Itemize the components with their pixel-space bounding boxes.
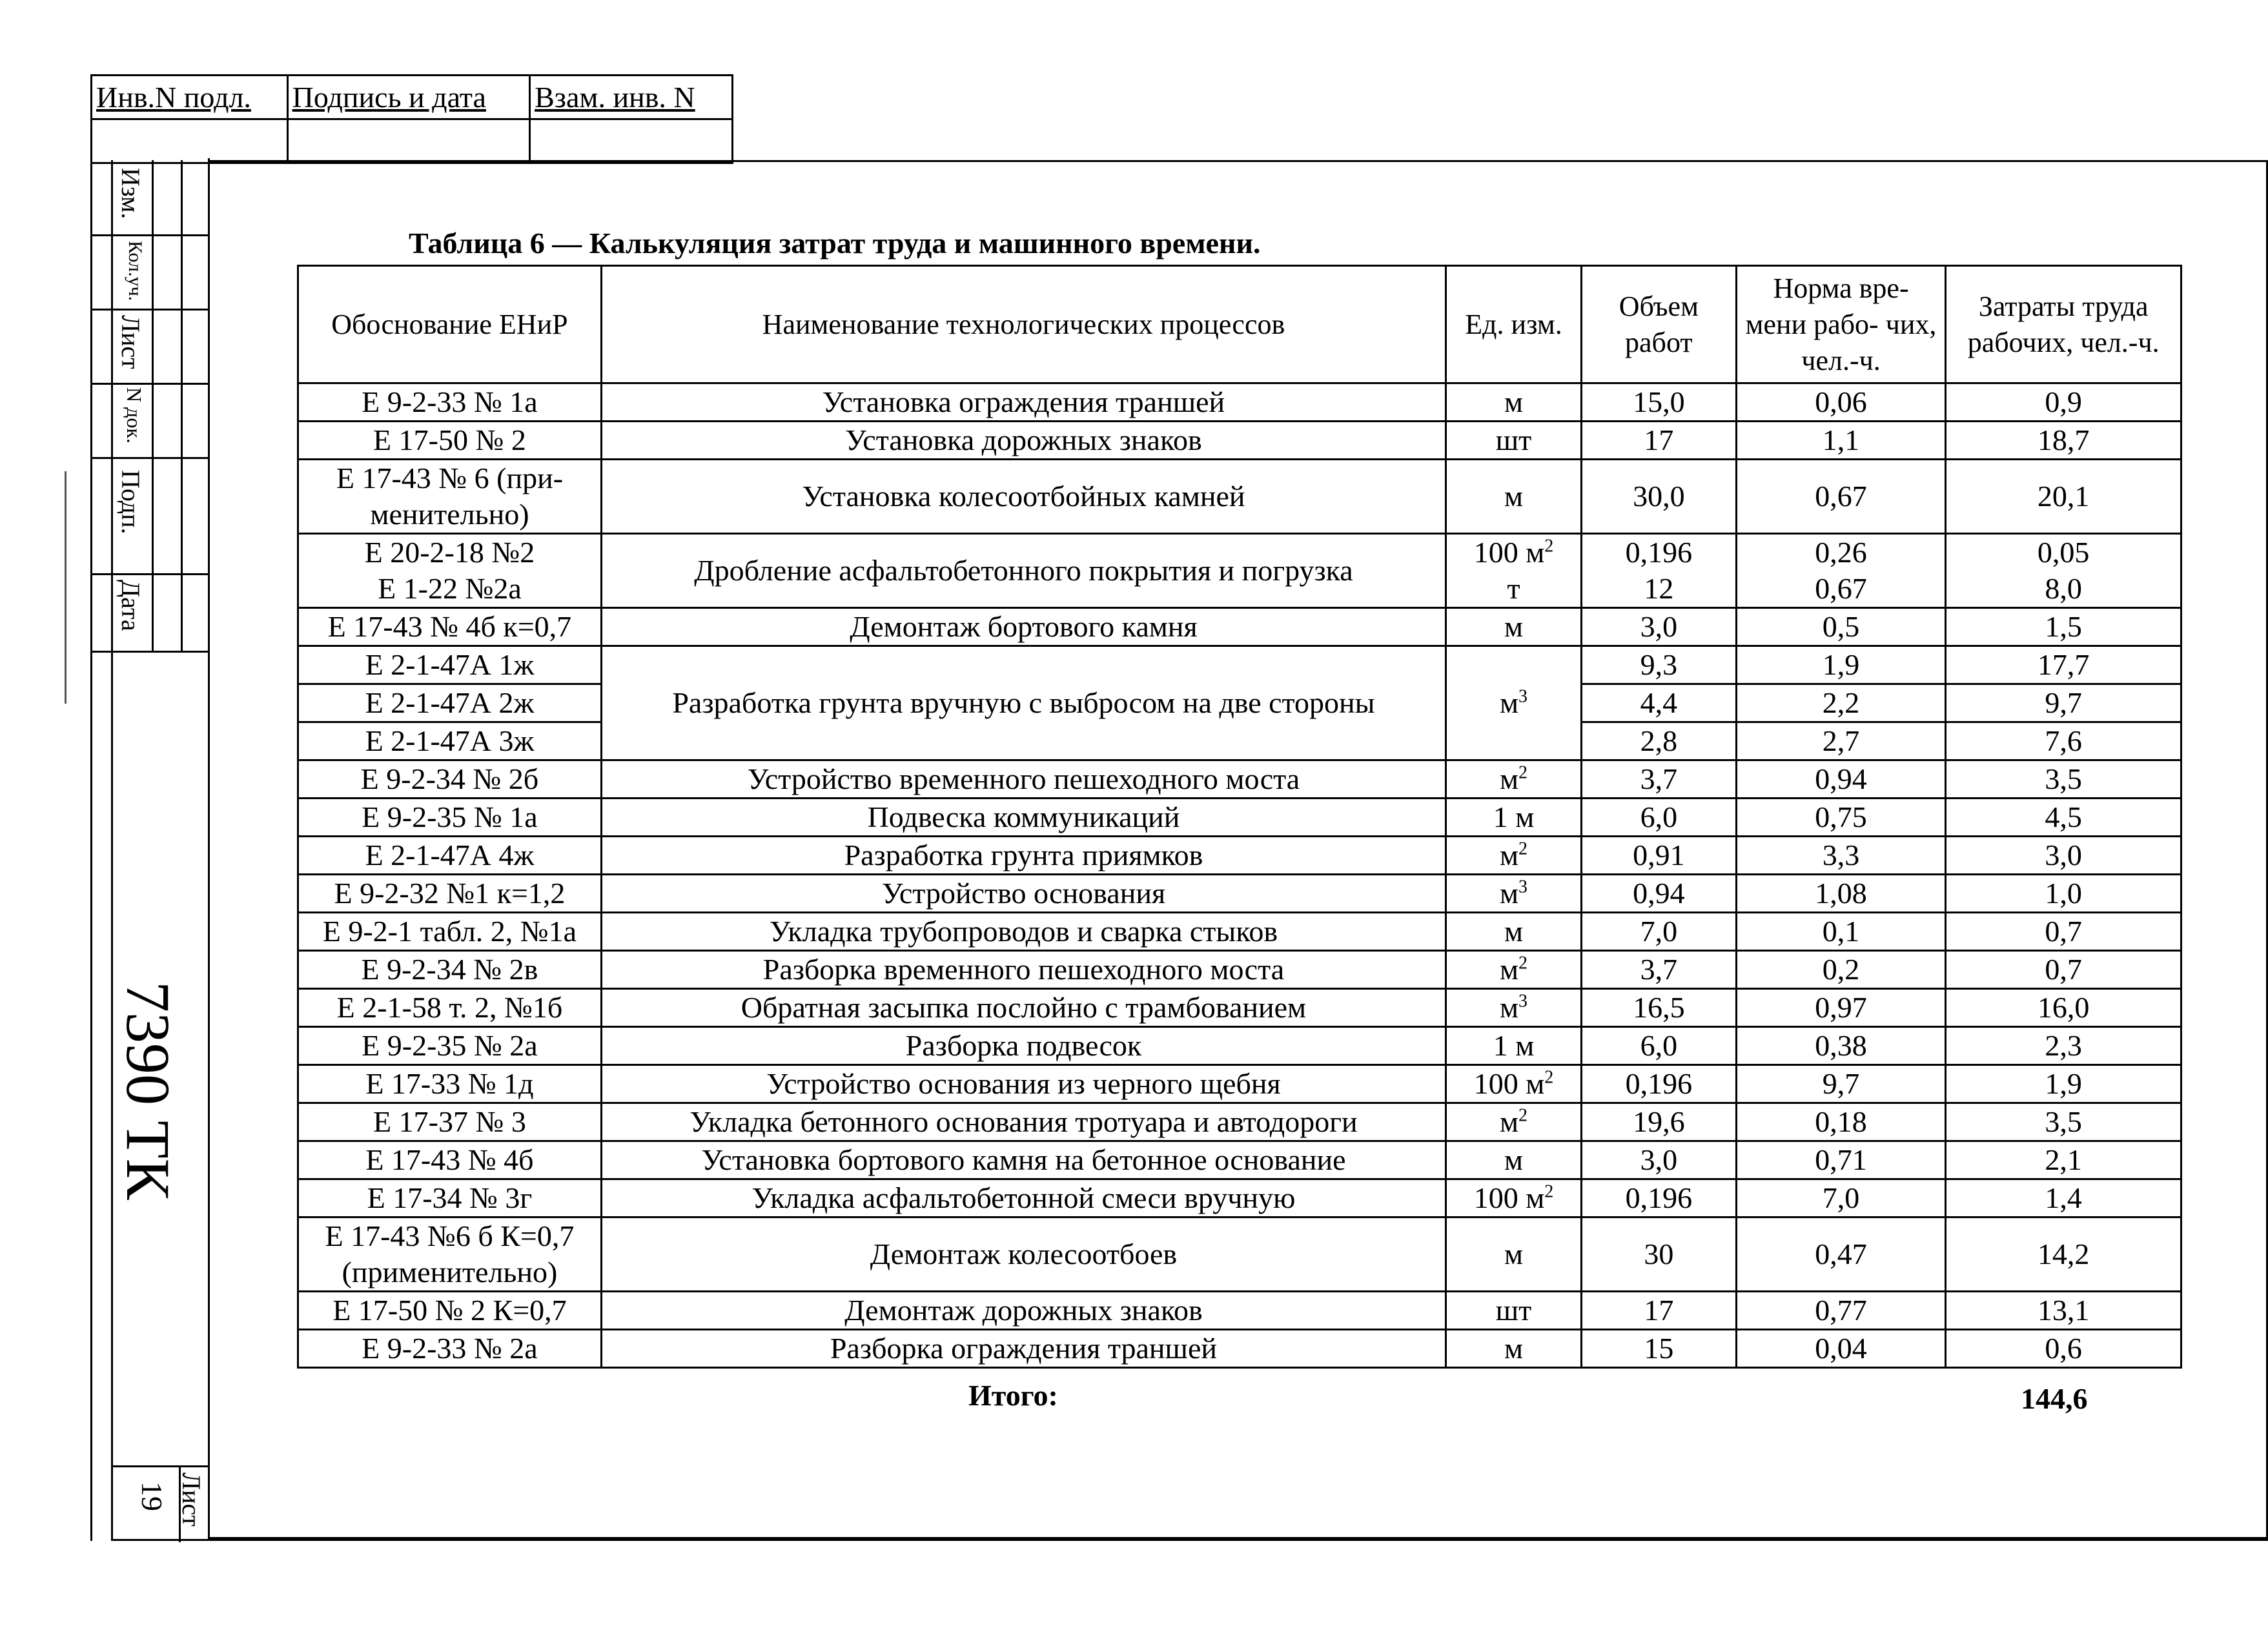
cell-volume: 30,0 [1581,460,1736,534]
cell-cost: 9,7 [1946,684,2181,722]
unit-superscript: 3 [1518,991,1528,1012]
cell-unit-text: 100 м [1473,1181,1545,1214]
cell-basis-line1: Е 20-2-18 №2 [364,536,535,569]
cell-volume: 15 [1581,1330,1736,1368]
cell-volume: 6,0 [1581,1027,1736,1065]
table-row [298,608,2181,646]
labor-calculation-table [297,265,2182,1369]
cell-norm: 1,08 [1736,875,1946,913]
unit-superscript: 2 [1518,762,1528,783]
cell-norm [1736,534,1946,608]
unit-superscript: 2 [1518,953,1528,973]
table-row [298,799,2181,837]
table-row [298,875,2181,913]
cell-cost: 1,0 [1946,875,2181,913]
frame-bottom-line [111,1539,2268,1541]
cell-process: Устройство временного пешеходного моста [601,760,1446,799]
cell-cost: 18,7 [1946,422,2181,460]
cell-unit [1446,989,1582,1027]
unit-superscript: 3 [1518,877,1528,897]
cell-process: Подвеска коммуникаций [601,799,1446,837]
cell-process: Разборка подвесок [601,1027,1446,1065]
table-row [298,1179,2181,1217]
cell-process: Демонтаж бортового камня [601,608,1446,646]
cell-cost: 20,1 [1946,460,2181,534]
header-cost: Затраты труда рабочих, чел.-ч. [1946,266,2181,383]
cell-basis: Е 17-43 № 6 (при-менительно) [298,460,602,534]
cell-cost: 1,4 [1946,1179,2181,1217]
cell-cost: 0,7 [1946,913,2181,951]
cell-unit: 1 м [1446,799,1582,837]
cell-volume: 3,0 [1581,1141,1736,1179]
cell-unit: м [1446,383,1582,422]
cell-norm: 1,9 [1736,646,1946,684]
cell-process: Демонтаж дорожных знаков [601,1292,1446,1330]
cell-norm: 0,67 [1736,460,1946,534]
cell-volume: 16,5 [1581,989,1736,1027]
cell-unit: м [1446,1217,1582,1292]
table-row [298,383,2181,422]
cell-unit-text: м [1499,686,1519,719]
cell-basis: Е 17-50 № 2 [298,422,602,460]
cell-basis: Е 17-43 № 4б [298,1141,602,1179]
cell-cost: 4,5 [1946,799,2181,837]
cell-volume-line2: 12 [1644,572,1674,605]
cell-unit: шт [1446,1292,1582,1330]
cell-unit-text: м [1499,953,1519,986]
cell-unit: м [1446,1141,1582,1179]
cell-cost: 13,1 [1946,1292,2181,1330]
cell-unit [1446,1179,1582,1217]
cell-cost: 16,0 [1946,989,2181,1027]
cell-norm: 0,38 [1736,1027,1946,1065]
cell-cost: 3,0 [1946,837,2181,875]
cell-cost [1946,534,2181,608]
cell-unit [1446,646,1582,760]
cell-norm: 0,75 [1736,799,1946,837]
cell-process: Установка ограждения траншей [601,383,1446,422]
table-row [298,460,2181,534]
table-row [298,534,2181,608]
revision-block [90,160,209,652]
table-row [298,422,2181,460]
cell-norm: 0,1 [1736,913,1946,951]
rev-izm-label: Изм. [116,168,145,219]
cell-volume: 3,7 [1581,760,1736,799]
header-basis: Обоснование ЕНиР [298,266,602,383]
cell-unit: м [1446,913,1582,951]
signature-date-label: Подпись и дата [287,76,529,119]
cell-basis: Е 9-2-35 № 1а [298,799,602,837]
cell-basis [298,534,602,608]
cell-unit-text: м [1499,1105,1519,1138]
margin-mark [65,471,66,704]
sheet-box [111,1465,208,1540]
rev-podp-label: Подп. [116,470,145,535]
cell-process: Устройство основания [601,875,1446,913]
table-row [298,1217,2181,1292]
cell-basis: Е 17-50 № 2 К=0,7 [298,1292,602,1330]
cell-unit: м [1446,608,1582,646]
document-code: 7390 ТК [114,981,183,1200]
cell-process: Разборка ограждения траншей [601,1330,1446,1368]
cell-process: Установка дорожных знаков [601,422,1446,460]
cell-volume: 30 [1581,1217,1736,1292]
cell-process: Укладка асфальтобетонной смеси вручную [601,1179,1446,1217]
cell-cost: 0,9 [1946,383,2181,422]
cell-process: Установка колесоотбойных камней [601,460,1446,534]
cell-unit [1446,1103,1582,1141]
header-unit: Ед. изм. [1446,266,1582,383]
cell-cost: 1,5 [1946,608,2181,646]
cell-basis: Е 2-1-47А 3ж [298,722,602,760]
cell-volume: 0,196 [1581,1179,1736,1217]
table-row [298,951,2181,989]
table-row [298,989,2181,1027]
cell-process: Укладка бетонного основания тротуара и автодороги [601,1103,1446,1141]
cell-volume: 0,91 [1581,837,1736,875]
cell-cost: 17,7 [1946,646,2181,684]
cell-unit: м [1446,460,1582,534]
cell-process: Разработка грунта вручную с выбросом на две стороны [601,646,1446,760]
cell-cost-line2: 8,0 [2045,572,2082,605]
cell-unit-line1: 100 м [1473,536,1545,569]
inv-podl-label: Инв.N подл. [92,76,288,119]
cell-basis: Е 2-1-47А 4ж [298,837,602,875]
cell-cost: 2,1 [1946,1141,2181,1179]
cell-cost: 3,5 [1946,1103,2181,1141]
cell-volume: 3,7 [1581,951,1736,989]
cell-unit-text: 100 м [1473,1067,1545,1100]
cell-volume: 3,0 [1581,608,1736,646]
cell-norm: 0,04 [1736,1330,1946,1368]
table-title: Таблица 6 — Калькуляция затрат труда и машинного времени. [409,227,1261,260]
cell-basis: Е 9-2-1 табл. 2, №1а [298,913,602,951]
cell-unit-line2: т [1507,572,1520,605]
unit-superscript: 2 [1544,1067,1554,1088]
cell-cost: 0,6 [1946,1330,2181,1368]
unit-superscript: 2 [1544,1181,1554,1202]
cell-cost: 0,7 [1946,951,2181,989]
header-process: Наименование технологических процессов [601,266,1446,383]
cell-volume: 17 [1581,422,1736,460]
cell-unit-text: м [1499,762,1519,795]
total-label: Итого: [968,1379,1058,1412]
rev-list-label: Лист [116,315,145,369]
header-volume: Объем работ [1581,266,1736,383]
cell-basis: Е 9-2-35 № 2а [298,1027,602,1065]
cell-basis: Е 17-34 № 3г [298,1179,602,1217]
cell-norm: 0,97 [1736,989,1946,1027]
header-norm: Норма вре- мени рабо- чих, чел.-ч. [1736,266,1946,383]
cell-norm: 9,7 [1736,1065,1946,1103]
cell-unit-text: м [1499,839,1519,871]
cell-volume: 19,6 [1581,1103,1736,1141]
cell-volume: 15,0 [1581,383,1736,422]
cell-basis: Е 2-1-58 т. 2, №1б [298,989,602,1027]
cell-basis-line2: Е 1-22 №2а [378,572,522,605]
cell-process: Демонтаж колесоотбоев [601,1217,1446,1292]
cell-unit: шт [1446,422,1582,460]
cell-process: Установка бортового камня на бетонное основание [601,1141,1446,1179]
cell-volume: 9,3 [1581,646,1736,684]
table-row [298,1027,2181,1065]
cell-norm: 1,1 [1736,422,1946,460]
table-row [298,1292,2181,1330]
cell-cost: 3,5 [1946,760,2181,799]
cell-basis: Е 9-2-33 № 2а [298,1330,602,1368]
cell-process: Укладка трубопроводов и сварка стыков [601,913,1446,951]
cell-norm: 0,71 [1736,1141,1946,1179]
cell-norm: 0,06 [1736,383,1946,422]
cell-norm: 0,47 [1736,1217,1946,1292]
cell-process: Устройство основания из черного щебня [601,1065,1446,1103]
cell-norm: 7,0 [1736,1179,1946,1217]
unit-superscript: 2 [1518,839,1528,859]
cell-norm: 0,77 [1736,1292,1946,1330]
cell-basis: Е 9-2-33 № 1а [298,383,602,422]
cell-basis: Е 2-1-47А 2ж [298,684,602,722]
cell-basis: Е 17-43 № 4б к=0,7 [298,608,602,646]
cell-norm: 0,94 [1736,760,1946,799]
cell-cost: 14,2 [1946,1217,2181,1292]
cell-norm-line2: 0,67 [1815,572,1867,605]
cell-unit [1446,1065,1582,1103]
cell-cost: 2,3 [1946,1027,2181,1065]
cell-basis: Е 17-33 № 1д [298,1065,602,1103]
signature-date-value [287,119,529,163]
cell-norm: 3,3 [1736,837,1946,875]
vzam-inv-label: Взам. инв. N [530,76,733,119]
cell-unit: 1 м [1446,1027,1582,1065]
cell-basis: Е 9-2-32 №1 к=1,2 [298,875,602,913]
cell-volume: 17 [1581,1292,1736,1330]
unit-superscript: 2 [1518,1105,1528,1126]
cell-cost: 1,9 [1946,1065,2181,1103]
unit-superscript: 3 [1518,686,1528,707]
cell-process: Разработка грунта приямков [601,837,1446,875]
cell-process: Обратная засыпка послойно с трамбованием [601,989,1446,1027]
sheet-label: Лист [177,1472,206,1527]
cell-volume-line1: 0,196 [1625,536,1693,569]
rev-ndok-label: N док. [123,387,146,443]
cell-norm: 0,18 [1736,1103,1946,1141]
cell-volume [1581,534,1736,608]
table-row [298,760,2181,799]
cell-unit [1446,875,1582,913]
table-row [298,837,2181,875]
table-row [298,646,2181,684]
cell-basis: Е 2-1-47А 1ж [298,646,602,684]
inv-podl-value [92,119,288,163]
cell-unit-text: м [1499,991,1519,1024]
cell-basis: Е 9-2-34 № 2в [298,951,602,989]
cell-unit: м [1446,1330,1582,1368]
total-value: 144,6 [2021,1382,2088,1415]
table-row [298,1330,2181,1368]
vzam-inv-value [530,119,733,163]
cell-unit-text: м [1499,877,1519,910]
cell-volume: 6,0 [1581,799,1736,837]
cell-norm: 2,2 [1736,684,1946,722]
cell-basis: Е 17-37 № 3 [298,1103,602,1141]
table-row [298,1065,2181,1103]
cell-norm: 0,5 [1736,608,1946,646]
cell-unit [1446,951,1582,989]
cell-volume: 0,196 [1581,1065,1736,1103]
table-row [298,913,2181,951]
cell-norm: 0,2 [1736,951,1946,989]
table-row [298,1141,2181,1179]
cell-unit [1446,760,1582,799]
table-row [298,1103,2181,1141]
cell-unit [1446,837,1582,875]
cell-volume: 7,0 [1581,913,1736,951]
cell-volume: 2,8 [1581,722,1736,760]
rev-kolvo-label: Кол.уч. [125,241,146,301]
cell-cost-line1: 0,05 [2037,536,2090,569]
cell-basis: Е 17-43 №6 б К=0,7 (применительно) [298,1217,602,1292]
cell-volume: 4,4 [1581,684,1736,722]
cell-process: Разборка временного пешеходного моста [601,951,1446,989]
cell-unit [1446,534,1582,608]
sheet-number: 19 [136,1482,169,1511]
cell-process: Дробление асфальтобетонного покрытия и погрузка [601,534,1446,608]
cell-norm: 2,7 [1736,722,1946,760]
unit-superscript: 2 [1544,536,1554,556]
cell-volume: 0,94 [1581,875,1736,913]
cell-norm-line1: 0,26 [1815,536,1867,569]
approval-stamp [90,74,733,164]
cell-basis: Е 9-2-34 № 2б [298,760,602,799]
cell-cost: 7,6 [1946,722,2181,760]
rev-data-label: Дата [116,580,145,631]
